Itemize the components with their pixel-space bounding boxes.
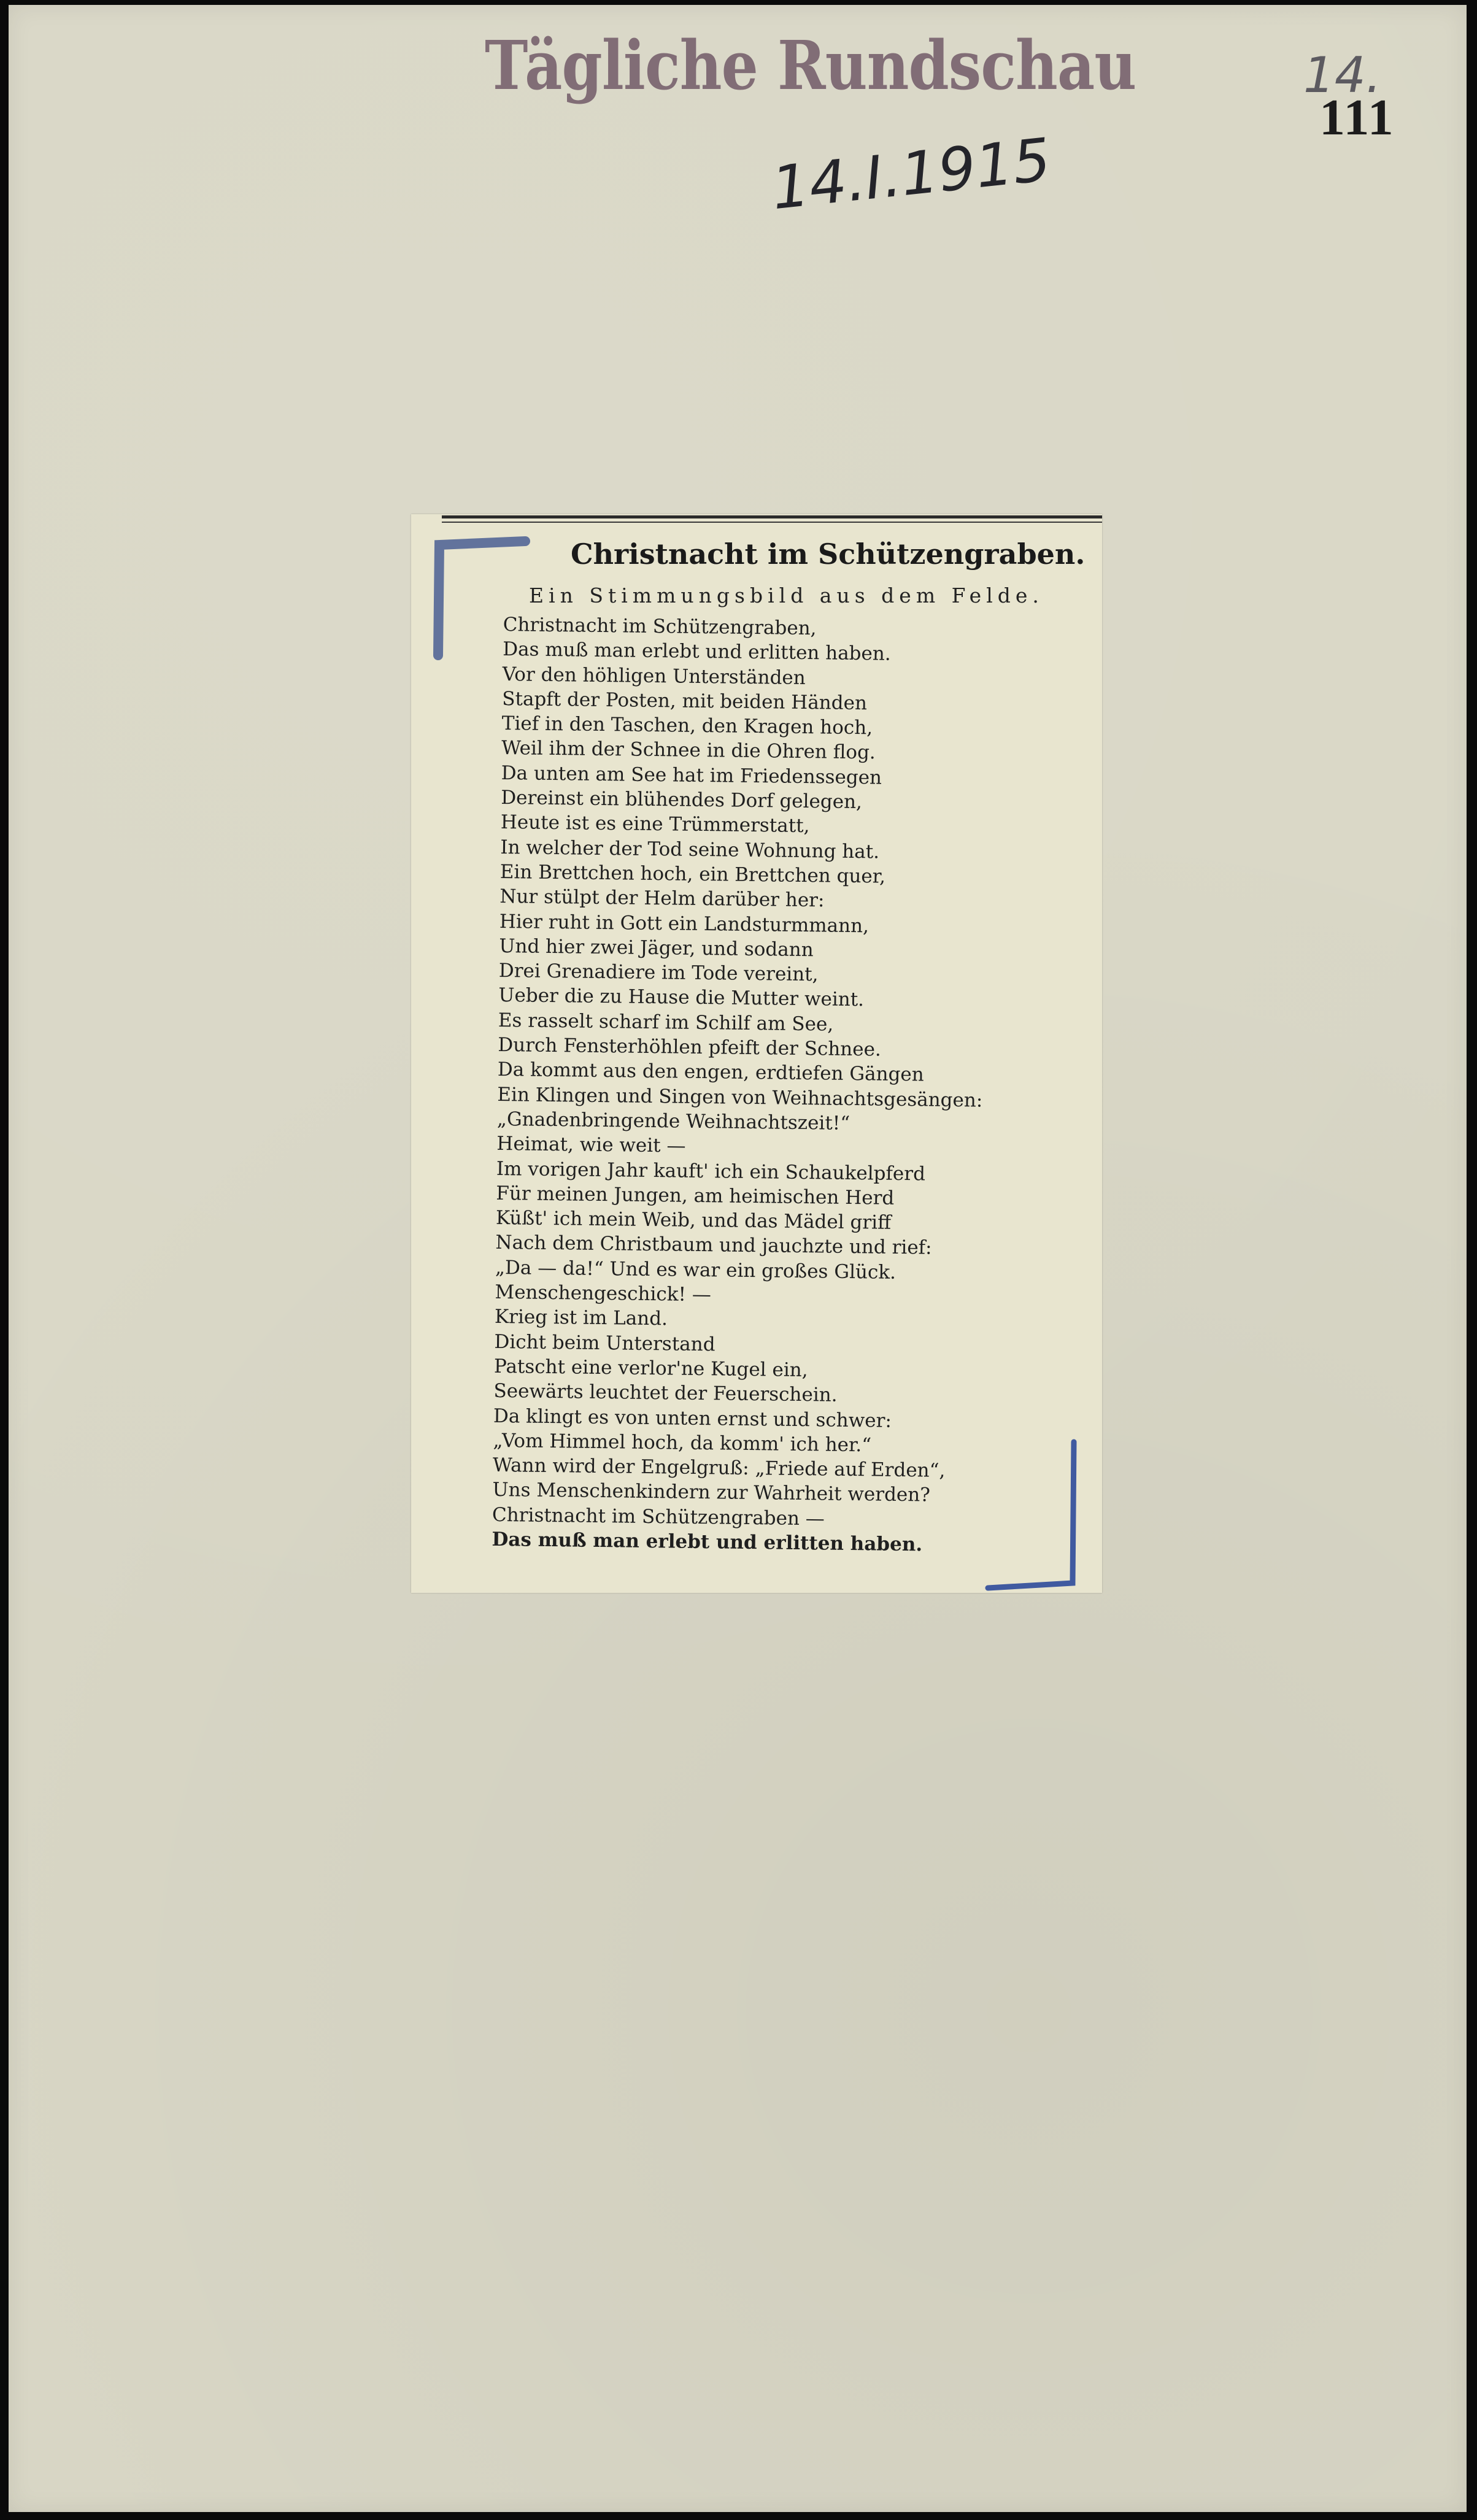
poem-line: Da klingt es von unten ernst und schwer: bbox=[493, 1404, 892, 1432]
poem-line: Küßt' ich mein Weib, und das Mädel griff bbox=[495, 1207, 892, 1234]
poem-line: Nur stülpt der Helm darüber her: bbox=[499, 885, 825, 912]
poem-line: „Vom Himmel hoch, da komm' ich her.“ bbox=[493, 1429, 872, 1457]
poem-line: Christnacht im Schützengraben, bbox=[503, 613, 817, 640]
poem-line: Menschengeschick! — bbox=[495, 1281, 712, 1306]
poem-line: Da kommt aus den engen, erdtiefen Gängen bbox=[497, 1058, 924, 1086]
poem-line: Im vorigen Jahr kauft' ich ein Schaukelpferd bbox=[496, 1157, 926, 1185]
poem-line: Weil ihm der Schnee in die Ohren flog. bbox=[501, 737, 876, 764]
poem-line: Krieg ist im Land. bbox=[494, 1306, 668, 1330]
clipping-top-rule bbox=[442, 515, 1102, 518]
poem-line: Durch Fensterhöhlen pfeift der Schnee. bbox=[498, 1033, 882, 1061]
poem-line: Wann wird der Engelgruß: „Friede auf Erden“, bbox=[492, 1454, 946, 1482]
poem-line: Tief in den Taschen, den Kragen hoch, bbox=[501, 712, 873, 739]
poem-line: Ein Brettchen hoch, ein Brettchen quer, bbox=[499, 860, 886, 888]
poem-line: Heute ist es eine Trümmerstatt, bbox=[500, 811, 810, 838]
poem-line: Christnacht im Schützengraben — bbox=[492, 1503, 825, 1530]
handwritten-number-text: 14. bbox=[1303, 47, 1382, 104]
poem-line: Dicht beim Unterstand bbox=[494, 1330, 715, 1355]
poem-line: Vor den höhligen Unterständen bbox=[502, 663, 806, 689]
newspaper-stamp: Tägliche Rundschau bbox=[485, 26, 1136, 105]
poem-line: Da unten am See hat im Friedenssegen bbox=[501, 761, 882, 789]
poem-line: Für meinen Jungen, am heimischen Herd bbox=[496, 1182, 895, 1209]
clipping-top-rule-thin bbox=[442, 522, 1102, 523]
poem-line: Dereinst ein blühendes Dorf gelegen, bbox=[501, 787, 863, 814]
poem-line: „Gnadenbringende Weihnachtszeit!“ bbox=[496, 1108, 850, 1135]
page-number: 111 bbox=[1319, 89, 1395, 146]
poem-line: Hier ruht in Gott ein Landsturmmann, bbox=[499, 910, 870, 937]
article-title: Christnacht im Schützengraben. bbox=[571, 538, 1086, 571]
handwritten-date bbox=[767, 129, 1147, 233]
poem-line: Stapft der Posten, mit beiden Händen bbox=[502, 687, 868, 715]
handwritten-date-text: 14.I.1915 bbox=[768, 129, 1054, 223]
poem-line: „Da — da!“ Und es war ein großes Glück. bbox=[495, 1256, 897, 1284]
poem-line: Heimat, wie weit — bbox=[496, 1133, 686, 1157]
poem-line: Drei Grenadiere im Tode vereint, bbox=[498, 960, 819, 986]
poem-line: Ueber die zu Hause die Mutter weint. bbox=[498, 984, 865, 1011]
poem-line: Es rasselt scharf im Schilf am See, bbox=[498, 1009, 834, 1036]
poem-line: Das muß man erlebt und erlitten haben. bbox=[503, 638, 891, 666]
poem-line: Uns Menschenkindern zur Wahrheit werden? bbox=[492, 1479, 931, 1506]
poem-line: In welcher der Tod seine Wohnung hat. bbox=[500, 836, 880, 863]
poem-line: Ein Klingen und Singen von Weihnachtsgesängen: bbox=[497, 1083, 983, 1112]
poem-line: Das muß man erlebt und erlitten haben. bbox=[492, 1528, 923, 1556]
poem-line: Und hier zwei Jäger, und sodann bbox=[499, 934, 814, 961]
article-subtitle: Ein Stimmungsbild aus dem Felde. bbox=[529, 584, 1044, 607]
poem-line: Patscht eine verlor'ne Kugel ein, bbox=[493, 1355, 808, 1382]
poem-line: Seewärts leuchtet der Feuerschein. bbox=[493, 1380, 838, 1406]
poem-line: Nach dem Christbaum und jauchzte und rief: bbox=[495, 1231, 932, 1260]
poem-text bbox=[492, 612, 1055, 1559]
